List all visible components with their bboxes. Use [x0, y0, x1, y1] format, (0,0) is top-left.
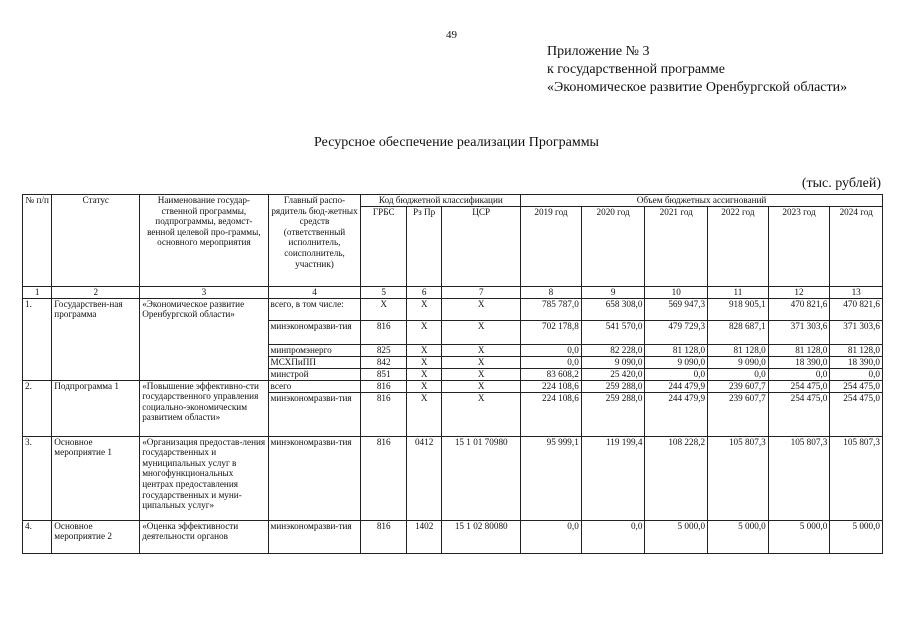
header-year: 2022 год	[708, 206, 769, 286]
row-admin: минэкономразви-тия	[268, 520, 361, 553]
cell-value: 658 308,0	[581, 298, 645, 320]
cell-csr: X	[442, 298, 521, 320]
header-grbs: ГРБС	[361, 206, 406, 286]
cell-csr: X	[442, 320, 521, 344]
col-number: 4	[268, 286, 361, 298]
row-name: «Повышение эффективно-сти государственного управления социально-экономическим развитием области»	[140, 380, 268, 436]
cell-value: 918 905,1	[708, 298, 769, 320]
cell-value: 0,0	[521, 520, 582, 553]
cell-value: 18 390,0	[830, 356, 883, 368]
cell-csr: 15 1 01 70980	[442, 436, 521, 520]
cell-value: 105 807,3	[830, 436, 883, 520]
cell-grbs: 816	[361, 380, 406, 392]
cell-value: 105 807,3	[708, 436, 769, 520]
cell-rzpr: X	[406, 380, 441, 392]
cell-grbs: 816	[361, 520, 406, 553]
header-status: Статус	[52, 195, 140, 287]
col-number: 1	[23, 286, 52, 298]
cell-value: 254 475,0	[768, 392, 830, 436]
cell-value: 479 729,3	[645, 320, 708, 344]
resource-table	[22, 194, 883, 554]
row-admin: минэкономразви-тия	[268, 392, 361, 436]
cell-value: 239 607,7	[708, 392, 769, 436]
cell-value: 254 475,0	[830, 380, 883, 392]
cell-value: 0,0	[768, 368, 830, 380]
cell-value: 119 199,4	[581, 436, 645, 520]
col-number: 2	[52, 286, 140, 298]
cell-rzpr: X	[406, 356, 441, 368]
row-admin: всего	[268, 380, 361, 392]
header-year: 2019 год	[521, 206, 582, 286]
cell-grbs: X	[361, 298, 406, 320]
cell-value: 244 479,9	[645, 392, 708, 436]
header-admin: Главный распо-рядитель бюд-жетных средств (ответственный исполнитель, соисполнитель, участник)	[268, 195, 361, 287]
cell-value: 81 128,0	[830, 344, 883, 356]
cell-grbs: 816	[361, 436, 406, 520]
cell-value: 224 108,6	[521, 392, 582, 436]
cell-rzpr: X	[406, 344, 441, 356]
cell-grbs: 816	[361, 320, 406, 344]
cell-value: 470 821,6	[830, 298, 883, 320]
cell-rzpr: X	[406, 368, 441, 380]
cell-value: 95 999,1	[521, 436, 582, 520]
row-name: «Экономическое развитие Оренбургской области»	[140, 298, 268, 380]
header-name: Наименование государ-ственной программы, подпрограммы, ведомст-венной целевой про-граммы, основного мероприятия	[140, 195, 268, 287]
row-admin: минстрой	[268, 368, 361, 380]
col-number: 3	[140, 286, 268, 298]
header-year: 2023 год	[768, 206, 830, 286]
cell-value: 569 947,3	[645, 298, 708, 320]
cell-value: 81 128,0	[768, 344, 830, 356]
cell-value: 0,0	[708, 368, 769, 380]
cell-value: 254 475,0	[768, 380, 830, 392]
cell-value: 371 303,6	[830, 320, 883, 344]
cell-value: 470 821,6	[768, 298, 830, 320]
units-label: (тыс. рублей)	[801, 176, 881, 191]
cell-value: 259 288,0	[581, 392, 645, 436]
row-num: 1.	[23, 298, 52, 380]
col-number: 12	[768, 286, 830, 298]
table-row	[23, 298, 883, 320]
cell-rzpr: 1402	[406, 520, 441, 553]
cell-value: 105 807,3	[768, 436, 830, 520]
cell-value: 83 608,2	[521, 368, 582, 380]
cell-csr: X	[442, 368, 521, 380]
table-row	[23, 380, 883, 392]
header-row-1	[23, 195, 883, 207]
header-year: 2024 год	[830, 206, 883, 286]
cell-grbs: 825	[361, 344, 406, 356]
header-rzpr: Рз Пр	[406, 206, 441, 286]
cell-value: 0,0	[581, 520, 645, 553]
cell-value: 5 000,0	[768, 520, 830, 553]
page-number: 49	[446, 29, 457, 41]
col-number: 6	[406, 286, 441, 298]
cell-value: 224 108,6	[521, 380, 582, 392]
row-status: Государствен-ная программа	[52, 298, 140, 380]
col-number: 5	[361, 286, 406, 298]
cell-value: 0,0	[521, 356, 582, 368]
header-year: 2020 год	[581, 206, 645, 286]
cell-rzpr: X	[406, 320, 441, 344]
header-volume-group: Объем бюджетных ассигнований	[521, 195, 883, 207]
cell-value: 828 687,1	[708, 320, 769, 344]
row-admin: МСХПиПП	[268, 356, 361, 368]
row-admin: всего, в том числе:	[268, 298, 361, 320]
header-csr: ЦСР	[442, 206, 521, 286]
cell-value: 239 607,7	[708, 380, 769, 392]
cell-csr: X	[442, 356, 521, 368]
cell-value: 259 288,0	[581, 380, 645, 392]
cell-value: 9 090,0	[581, 356, 645, 368]
appendix-line-1: Приложение № 3	[547, 44, 650, 59]
cell-value: 0,0	[645, 368, 708, 380]
cell-csr: X	[442, 380, 521, 392]
cell-value: 371 303,6	[768, 320, 830, 344]
col-number: 9	[581, 286, 645, 298]
cell-value: 0,0	[521, 344, 582, 356]
col-number: 11	[708, 286, 769, 298]
cell-value: 5 000,0	[708, 520, 769, 553]
cell-rzpr: X	[406, 298, 441, 320]
col-number: 8	[521, 286, 582, 298]
cell-grbs: 851	[361, 368, 406, 380]
cell-grbs: 842	[361, 356, 406, 368]
appendix-line-3: «Экономическое развитие Оренбургской области»	[547, 80, 848, 95]
col-number: 10	[645, 286, 708, 298]
table-row	[23, 436, 883, 520]
row-num: 3.	[23, 436, 52, 520]
row-name: «Организация предостав-ления государственных и муниципальных услуг в многофункциональных центрах предоставления государственных и муни-ципальных услуг»	[140, 436, 268, 520]
table-body	[23, 298, 883, 553]
row-num: 2.	[23, 380, 52, 436]
row-status: Подпрограмма 1	[52, 380, 140, 436]
header-num: № п/п	[23, 195, 52, 287]
table-row	[23, 520, 883, 553]
document-title: Ресурсное обеспечение реализации Программы	[314, 135, 599, 150]
cell-value: 81 128,0	[645, 344, 708, 356]
row-admin: минэкономразви-тия	[268, 320, 361, 344]
cell-csr: 15 1 02 80080	[442, 520, 521, 553]
cell-value: 5 000,0	[830, 520, 883, 553]
cell-value: 5 000,0	[645, 520, 708, 553]
cell-value: 82 228,0	[581, 344, 645, 356]
row-admin: минпромэнерго	[268, 344, 361, 356]
cell-value: 541 570,0	[581, 320, 645, 344]
cell-csr: X	[442, 392, 521, 436]
cell-value: 25 420,0	[581, 368, 645, 380]
cell-rzpr: 0412	[406, 436, 441, 520]
row-num: 4.	[23, 520, 52, 553]
row-name: «Оценка эффективности деятельности органов	[140, 520, 268, 553]
appendix-caption	[547, 43, 847, 97]
cell-value: 244 479,9	[645, 380, 708, 392]
cell-value: 18 390,0	[768, 356, 830, 368]
cell-csr: X	[442, 344, 521, 356]
cell-value: 81 128,0	[708, 344, 769, 356]
header-code-group: Код бюджетной классификации	[361, 195, 521, 207]
cell-value: 108 228,2	[645, 436, 708, 520]
cell-value: 702 178,8	[521, 320, 582, 344]
cell-value: 9 090,0	[645, 356, 708, 368]
cell-value: 254 475,0	[830, 392, 883, 436]
row-status: Основное мероприятие 1	[52, 436, 140, 520]
cell-value: 0,0	[830, 368, 883, 380]
cell-value: 785 787,0	[521, 298, 582, 320]
cell-grbs: 816	[361, 392, 406, 436]
row-status: Основное мероприятие 2	[52, 520, 140, 553]
col-number: 7	[442, 286, 521, 298]
appendix-line-2: к государственной программе	[547, 62, 725, 77]
column-number-row	[23, 286, 883, 298]
col-number: 13	[830, 286, 883, 298]
row-admin: минэкономразви-тия	[268, 436, 361, 520]
cell-rzpr: X	[406, 392, 441, 436]
cell-value: 9 090,0	[708, 356, 769, 368]
header-year: 2021 год	[645, 206, 708, 286]
